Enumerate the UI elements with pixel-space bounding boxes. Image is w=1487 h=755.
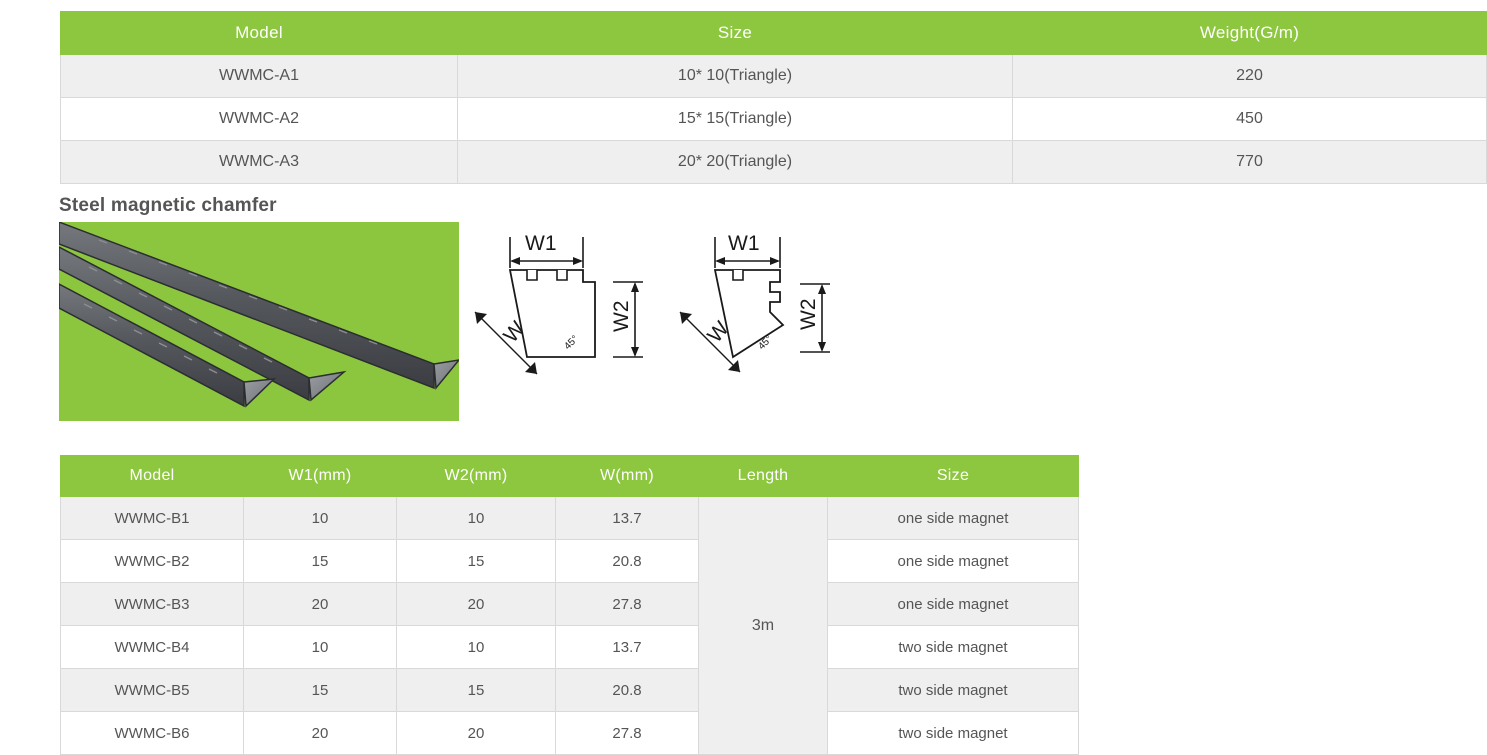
table-row — [61, 141, 1487, 184]
table-header-row — [61, 12, 1487, 55]
label-w1: W1 — [525, 232, 557, 255]
label-w: W — [499, 317, 530, 348]
spec-table-magnetic-chamfer — [60, 455, 1079, 755]
cell-w2: 20 — [397, 583, 556, 626]
label-w2: W2 — [610, 300, 633, 332]
column-header-length: Length — [699, 456, 828, 497]
cell-size: two side magnet — [828, 712, 1079, 755]
cell-weight: 770 — [1013, 141, 1487, 184]
chamfer-cross-section-diagrams — [465, 222, 885, 421]
cell-w1: 15 — [244, 669, 397, 712]
cell-size: 10* 10(Triangle) — [458, 55, 1013, 98]
cell-model: WWMC-B6 — [61, 712, 244, 755]
label-angle: 45° — [756, 333, 775, 353]
section-title: Steel magnetic chamfer — [59, 195, 277, 216]
table-header-row — [61, 456, 1079, 497]
cell-w1: 20 — [244, 712, 397, 755]
column-header-size: Size — [458, 12, 1013, 55]
column-header-w1: W1(mm) — [244, 456, 397, 497]
cell-w2: 10 — [397, 497, 556, 540]
cell-size: two side magnet — [828, 626, 1079, 669]
cell-model: WWMC-B4 — [61, 626, 244, 669]
cell-w2: 10 — [397, 626, 556, 669]
column-header-w: W(mm) — [556, 456, 699, 497]
cell-model: WWMC-B1 — [61, 497, 244, 540]
cell-model: WWMC-B2 — [61, 540, 244, 583]
cell-size: two side magnet — [828, 669, 1079, 712]
cell-w: 20.8 — [556, 540, 699, 583]
spec-table-triangle — [60, 11, 1487, 184]
cell-w2: 15 — [397, 540, 556, 583]
table-row — [61, 55, 1487, 98]
cell-model: WWMC-B5 — [61, 669, 244, 712]
cell-w: 13.7 — [556, 626, 699, 669]
label-w2: W2 — [797, 298, 820, 330]
cell-w1: 10 — [244, 626, 397, 669]
label-angle: 45° — [562, 333, 581, 353]
cell-weight: 450 — [1013, 98, 1487, 141]
photo-illustration — [59, 222, 459, 421]
cell-model: WWMC-B3 — [61, 583, 244, 626]
cell-size: one side magnet — [828, 497, 1079, 540]
cell-size: 20* 20(Triangle) — [458, 141, 1013, 184]
column-header-model: Model — [61, 12, 458, 55]
cell-w1: 20 — [244, 583, 397, 626]
cell-w1: 10 — [244, 497, 397, 540]
label-w: W — [703, 317, 734, 348]
product-photo — [59, 222, 459, 421]
table-row — [61, 712, 1079, 755]
column-header-size: Size — [828, 456, 1079, 497]
cell-model: WWMC-A2 — [61, 98, 458, 141]
cell-w1: 15 — [244, 540, 397, 583]
cell-model: WWMC-A1 — [61, 55, 458, 98]
cell-size: one side magnet — [828, 583, 1079, 626]
column-header-weight: Weight(G/m) — [1013, 12, 1487, 55]
column-header-model: Model — [61, 456, 244, 497]
table-row — [61, 497, 1079, 540]
cell-w2: 15 — [397, 669, 556, 712]
cell-weight: 220 — [1013, 55, 1487, 98]
cell-size: 15* 15(Triangle) — [458, 98, 1013, 141]
cell-length: 3m — [699, 497, 828, 755]
table-row — [61, 583, 1079, 626]
technical-drawings — [465, 222, 885, 421]
table-row — [61, 669, 1079, 712]
cell-w: 27.8 — [556, 712, 699, 755]
column-header-w2: W2(mm) — [397, 456, 556, 497]
cell-w2: 20 — [397, 712, 556, 755]
cell-w: 27.8 — [556, 583, 699, 626]
cell-w: 13.7 — [556, 497, 699, 540]
cell-w: 20.8 — [556, 669, 699, 712]
table-row — [61, 98, 1487, 141]
cell-size: one side magnet — [828, 540, 1079, 583]
label-w1: W1 — [728, 232, 760, 255]
table-row — [61, 540, 1079, 583]
table-row — [61, 626, 1079, 669]
cell-model: WWMC-A3 — [61, 141, 458, 184]
